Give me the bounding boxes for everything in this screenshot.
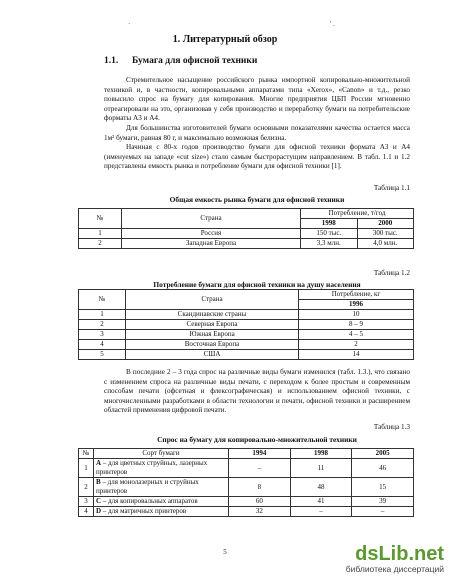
per-capita-table [78,289,414,360]
watermark-tagline: библиотека диссертаций [345,564,444,574]
cell: 1 [79,310,126,320]
table-label: Таблица 1.1 [373,184,410,192]
paragraph: Начиная с 80-х годов производство бумаги для офисной техники формата А3 и А4 (именуемых на западе «cut size») стало самым быстрорастущим направлением. В табл. 1.1 и 1.2 представлены емкость рынка и потребление бумаги для офисной техники [1]. [104,143,410,171]
table-caption: Общая емкость рынка бумаги для офисной техники [169,195,345,204]
header-cell: № [79,290,126,310]
cell: 10 [299,310,414,320]
table-label: Таблица 1.2 [373,269,410,277]
header-cell: № [79,449,94,459]
cell: 3 [79,497,94,507]
table-row [79,310,414,320]
paper-description: – для цветных струйных, лазерных принтеров [96,459,208,476]
paper-demand-table [78,448,414,517]
page-number: 5 [223,548,227,556]
table-row [79,229,414,239]
year-cell: 2000 [357,219,414,229]
table-caption: Потребление бумаги для офисной техники на душу населения [153,280,361,289]
cell [94,497,229,507]
cell: 2 [79,239,122,249]
header-cell: № [79,209,122,229]
cell: Западная Европа [122,239,301,249]
cell: 2 [79,320,126,330]
scan-mark-right: ' . [330,20,335,28]
cell: 60 [229,497,291,507]
cell: 150 тыс. [301,229,358,239]
table-row [79,459,414,478]
body-text [104,368,410,416]
paper-description: – для матричных принтеров [101,507,187,515]
cell: 41 [290,497,352,507]
header-cell: Страна [126,290,299,310]
cell: – [290,507,352,517]
cell: 8 [229,478,291,497]
table-row [79,330,414,340]
paragraph: Для большинства изготовителей бумаги основными показателями качества остается масса 1м² бумаги, равная 80 г, и максимально возможная белизна. [104,123,410,142]
paper-grade: С [96,497,102,505]
cell: 11 [290,459,352,478]
cell [94,478,229,497]
paper-grade: В [96,478,101,486]
cell: Скандинавские страны [126,310,299,320]
cell: 14 [299,350,414,360]
cell: Южная Европа [126,330,299,340]
cell: Россия [122,229,301,239]
chapter-heading: 1. Литературный обзор [172,34,278,45]
cell: 4 [79,507,94,517]
market-capacity-table [78,208,414,249]
table-label: Таблица 1.3 [373,423,410,431]
header-cell: Сорт бумаги [94,449,229,459]
cell: 4 – 5 [299,330,414,340]
cell: 48 [290,478,352,497]
cell: 300 тыс. [357,229,414,239]
paragraph: В последние 2 – 3 года спрос на различные виды бумаги изменился (табл. 1.3.), что связано с изменением спроса на различные виды печати, с переходом к более простым и современным способам печати (офсетная и флексографическая) и использованием офисной техники, с многочисленными разработками в области технологии и печати, офисной техники и расширением областей применения цифровой печати. [104,368,410,415]
cell: – [229,459,291,478]
header-cell: 1994 [229,449,291,459]
table-row [79,320,414,330]
watermark-logo: dsLib.net [355,543,444,565]
header-cell: Потребление, кг [299,290,414,300]
cell [94,459,229,478]
cell: 3 [79,330,126,340]
paper-grade: D [96,507,102,515]
cell: Северная Европа [126,320,299,330]
table-row [79,340,414,350]
cell: Восточная Европа [126,340,299,350]
header-cell: 1998 [290,449,352,459]
cell: США [126,350,299,360]
table-row [79,497,414,507]
cell: 4 [79,340,126,350]
cell: 46 [352,459,414,478]
cell: 3,3 млн. [301,239,358,249]
paper-grade: А [96,459,102,467]
paper-description: – для копировальных аппаратов [101,497,198,505]
cell: – [352,507,414,517]
cell: 2 [299,340,414,350]
header-cell: Потребление, т/год [301,209,414,219]
table-caption: Спрос на бумагу для копировально-множительной техники [157,435,357,444]
section-heading [104,56,257,66]
cell [94,507,229,517]
table-row [79,507,414,517]
table-row [79,478,414,497]
year-cell: 1996 [299,300,414,310]
scan-mark-left: · [128,20,131,28]
section-title: Бумага для офисной техники [132,56,258,66]
cell: 8 – 9 [299,320,414,330]
section-number: 1.1. [104,56,119,66]
cell: 1 [79,459,94,478]
watermark [346,544,444,574]
header-cell: Страна [122,209,301,229]
table-row [79,239,414,249]
cell: 32 [229,507,291,517]
year-cell: 1998 [301,219,358,229]
paragraph: Стремительное насыщение российского рынка импортной копировально-множительной техникой и, в частности, копировальными аппаратами типа «Xerox», «Canon» и т.д., резко повысило спрос на бумагу для копирования. Многие предприятия ЦБП России мгновенно отреагировали на это, организовав у себя производство и переработку бумаги на потребительские форматы А3 и А4. [104,76,410,123]
cell: 1 [79,229,122,239]
paper-description: – для монолазерных и струйных принтеров [96,478,199,495]
intro-text [104,76,410,172]
cell: 39 [352,497,414,507]
cell: 4,0 млн. [357,239,414,249]
cell: 2 [79,478,94,497]
table-row [79,350,414,360]
cell: 15 [352,478,414,497]
header-cell: 2005 [352,449,414,459]
cell: 5 [79,350,126,360]
